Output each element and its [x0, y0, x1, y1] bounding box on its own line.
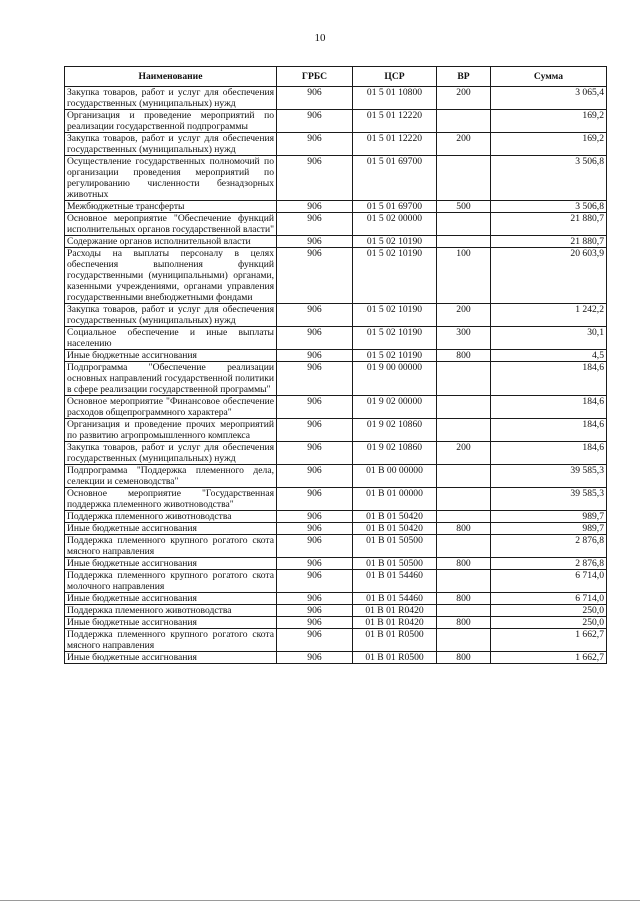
- cell-csr: 01 5 01 12220: [353, 133, 437, 156]
- cell-grbs: 906: [277, 593, 353, 605]
- cell-csr: 01 9 02 00000: [353, 396, 437, 419]
- cell-vr: 200: [437, 304, 491, 327]
- cell-csr: 01 9 02 10860: [353, 419, 437, 442]
- cell-name: Закупка товаров, работ и услуг для обеспечения государственных (муниципальных) нужд: [65, 87, 277, 110]
- cell-csr: 01 5 01 12220: [353, 110, 437, 133]
- cell-csr: 01 9 02 10860: [353, 442, 437, 465]
- cell-vr: 500: [437, 201, 491, 213]
- cell-sum: 6 714,0: [491, 593, 607, 605]
- cell-csr: 01 B 01 50500: [353, 558, 437, 570]
- cell-vr: [437, 629, 491, 652]
- cell-sum: 989,7: [491, 511, 607, 523]
- cell-grbs: 906: [277, 87, 353, 110]
- cell-vr: [437, 535, 491, 558]
- cell-name: Организация и проведение прочих мероприятий по развитию агропромышленного комплекса: [65, 419, 277, 442]
- cell-name: Подпрограмма "Поддержка племенного дела, селекции и семеноводства": [65, 465, 277, 488]
- cell-name: Основное мероприятие "Обеспечение функций исполнительных органов государственной власти": [65, 213, 277, 236]
- table-row: [65, 156, 607, 201]
- cell-vr: [437, 213, 491, 236]
- cell-vr: [437, 396, 491, 419]
- cell-csr: 01 5 01 10800: [353, 87, 437, 110]
- table-row: [65, 213, 607, 236]
- table-header-row: [65, 67, 607, 87]
- table-row: [65, 201, 607, 213]
- cell-vr: [437, 362, 491, 396]
- cell-vr: [437, 110, 491, 133]
- table-row: [65, 248, 607, 304]
- header-grbs: ГРБС: [277, 67, 353, 87]
- cell-sum: 184,6: [491, 362, 607, 396]
- cell-vr: [437, 570, 491, 593]
- cell-vr: 800: [437, 617, 491, 629]
- cell-grbs: 906: [277, 236, 353, 248]
- cell-vr: 200: [437, 87, 491, 110]
- cell-vr: [437, 488, 491, 511]
- header-csr: ЦСР: [353, 67, 437, 87]
- table-row: [65, 652, 607, 664]
- cell-sum: 4,5: [491, 350, 607, 362]
- cell-sum: 21 880,7: [491, 213, 607, 236]
- cell-vr: [437, 156, 491, 201]
- cell-vr: [437, 419, 491, 442]
- cell-name: Межбюджетные трансферты: [65, 201, 277, 213]
- budget-table: [64, 66, 607, 664]
- cell-name: Иные бюджетные ассигнования: [65, 558, 277, 570]
- table-row: [65, 304, 607, 327]
- cell-sum: 39 585,3: [491, 465, 607, 488]
- table-row: [65, 570, 607, 593]
- cell-csr: 01 9 00 00000: [353, 362, 437, 396]
- cell-grbs: 906: [277, 629, 353, 652]
- cell-name: Поддержка племенного животноводства: [65, 605, 277, 617]
- cell-csr: 01 B 01 00000: [353, 488, 437, 511]
- cell-csr: 01 5 02 10190: [353, 350, 437, 362]
- cell-csr: 01 B 01 R0420: [353, 605, 437, 617]
- cell-vr: 800: [437, 523, 491, 535]
- cell-sum: 1 242,2: [491, 304, 607, 327]
- cell-name: Иные бюджетные ассигнования: [65, 617, 277, 629]
- cell-csr: 01 5 01 69700: [353, 201, 437, 213]
- cell-grbs: 906: [277, 652, 353, 664]
- cell-vr: 800: [437, 593, 491, 605]
- table-row: [65, 511, 607, 523]
- table-row: [65, 535, 607, 558]
- cell-vr: [437, 465, 491, 488]
- cell-name: Поддержка племенного крупного рогатого скота молочного направления: [65, 570, 277, 593]
- cell-name: Иные бюджетные ассигнования: [65, 593, 277, 605]
- cell-grbs: 906: [277, 558, 353, 570]
- table-row: [65, 442, 607, 465]
- table-row: [65, 617, 607, 629]
- cell-csr: 01 B 01 R0420: [353, 617, 437, 629]
- cell-csr: 01 5 02 10190: [353, 248, 437, 304]
- cell-csr: 01 5 02 00000: [353, 213, 437, 236]
- cell-vr: [437, 236, 491, 248]
- table-row: [65, 362, 607, 396]
- cell-csr: 01 B 01 R0500: [353, 629, 437, 652]
- cell-vr: [437, 511, 491, 523]
- table-row: [65, 605, 607, 617]
- cell-vr: 800: [437, 652, 491, 664]
- cell-grbs: 906: [277, 535, 353, 558]
- cell-grbs: 906: [277, 304, 353, 327]
- cell-grbs: 906: [277, 488, 353, 511]
- cell-sum: 39 585,3: [491, 488, 607, 511]
- cell-sum: 169,2: [491, 133, 607, 156]
- cell-name: Основное мероприятие "Финансовое обеспечение расходов общепрограммного характера": [65, 396, 277, 419]
- table-row: [65, 327, 607, 350]
- cell-csr: 01 B 01 R0500: [353, 652, 437, 664]
- cell-grbs: 906: [277, 617, 353, 629]
- table-row: [65, 133, 607, 156]
- cell-name: Иные бюджетные ассигнования: [65, 523, 277, 535]
- cell-csr: 01 5 01 69700: [353, 156, 437, 201]
- cell-name: Основное мероприятие "Государственная поддержка племенного животноводства": [65, 488, 277, 511]
- table-row: [65, 350, 607, 362]
- cell-sum: 20 603,9: [491, 248, 607, 304]
- cell-sum: 30,1: [491, 327, 607, 350]
- cell-sum: 184,6: [491, 419, 607, 442]
- cell-name: Подпрограмма "Обеспечение реализации основных направлений государственной политики в сфере реализации государственной программы": [65, 362, 277, 396]
- cell-vr: [437, 605, 491, 617]
- bottom-rule: [0, 900, 640, 901]
- cell-vr: 200: [437, 133, 491, 156]
- cell-name: Иные бюджетные ассигнования: [65, 350, 277, 362]
- cell-name: Расходы на выплаты персоналу в целях обеспечения выполнения функций государственными (муниципальными) органами, казенными учреждениями, органами управления государственными внебюджетными фондами: [65, 248, 277, 304]
- cell-grbs: 906: [277, 605, 353, 617]
- cell-sum: 3 065,4: [491, 87, 607, 110]
- cell-csr: 01 B 01 50420: [353, 523, 437, 535]
- cell-grbs: 906: [277, 350, 353, 362]
- cell-grbs: 906: [277, 419, 353, 442]
- cell-name: Организация и проведение мероприятий по реализации государственной подпрограммы: [65, 110, 277, 133]
- cell-sum: 1 662,7: [491, 652, 607, 664]
- cell-sum: 3 506,8: [491, 201, 607, 213]
- cell-grbs: 906: [277, 133, 353, 156]
- cell-sum: 989,7: [491, 523, 607, 535]
- cell-name: Осуществление государственных полномочий по организации проведения мероприятий по регулированию численности безнадзорных животных: [65, 156, 277, 201]
- table-row: [65, 523, 607, 535]
- header-name: Наименование: [65, 67, 277, 87]
- cell-grbs: 906: [277, 156, 353, 201]
- cell-vr: 300: [437, 327, 491, 350]
- table-row: [65, 396, 607, 419]
- cell-csr: 01 5 02 10190: [353, 236, 437, 248]
- cell-csr: 01 B 00 00000: [353, 465, 437, 488]
- table-row: [65, 110, 607, 133]
- table-row: [65, 488, 607, 511]
- cell-grbs: 906: [277, 465, 353, 488]
- cell-name: Закупка товаров, работ и услуг для обеспечения государственных (муниципальных) нужд: [65, 442, 277, 465]
- cell-grbs: 906: [277, 110, 353, 133]
- table-row: [65, 558, 607, 570]
- cell-sum: 250,0: [491, 605, 607, 617]
- cell-name: Закупка товаров, работ и услуг для обеспечения государственных (муниципальных) нужд: [65, 304, 277, 327]
- cell-csr: 01 B 01 50500: [353, 535, 437, 558]
- table-row: [65, 593, 607, 605]
- cell-name: Содержание органов исполнительной власти: [65, 236, 277, 248]
- page-number: 10: [314, 32, 326, 44]
- cell-sum: 21 880,7: [491, 236, 607, 248]
- table-row: [65, 419, 607, 442]
- table-row: [65, 87, 607, 110]
- cell-grbs: 906: [277, 213, 353, 236]
- cell-grbs: 906: [277, 396, 353, 419]
- cell-name: Социальное обеспечение и иные выплаты населению: [65, 327, 277, 350]
- header-sum: Сумма: [491, 67, 607, 87]
- cell-sum: 1 662,7: [491, 629, 607, 652]
- cell-name: Поддержка племенного животноводства: [65, 511, 277, 523]
- cell-sum: 169,2: [491, 110, 607, 133]
- cell-grbs: 906: [277, 511, 353, 523]
- cell-csr: 01 B 01 50420: [353, 511, 437, 523]
- cell-name: Закупка товаров, работ и услуг для обеспечения государственных (муниципальных) нужд: [65, 133, 277, 156]
- table-row: [65, 236, 607, 248]
- cell-grbs: 906: [277, 248, 353, 304]
- cell-vr: 800: [437, 558, 491, 570]
- cell-sum: 3 506,8: [491, 156, 607, 201]
- cell-csr: 01 B 01 54460: [353, 570, 437, 593]
- cell-grbs: 906: [277, 201, 353, 213]
- cell-sum: 2 876,8: [491, 535, 607, 558]
- cell-name: Иные бюджетные ассигнования: [65, 652, 277, 664]
- cell-grbs: 906: [277, 362, 353, 396]
- table-row: [65, 629, 607, 652]
- cell-grbs: 906: [277, 523, 353, 535]
- header-vr: ВР: [437, 67, 491, 87]
- cell-name: Поддержка племенного крупного рогатого скота мясного направления: [65, 629, 277, 652]
- cell-sum: 184,6: [491, 396, 607, 419]
- cell-sum: 250,0: [491, 617, 607, 629]
- cell-sum: 6 714,0: [491, 570, 607, 593]
- cell-csr: 01 B 01 54460: [353, 593, 437, 605]
- table-row: [65, 465, 607, 488]
- cell-vr: 200: [437, 442, 491, 465]
- cell-grbs: 906: [277, 570, 353, 593]
- cell-grbs: 906: [277, 327, 353, 350]
- cell-sum: 2 876,8: [491, 558, 607, 570]
- cell-vr: 100: [437, 248, 491, 304]
- cell-csr: 01 5 02 10190: [353, 327, 437, 350]
- cell-sum: 184,6: [491, 442, 607, 465]
- cell-vr: 800: [437, 350, 491, 362]
- table-body: [65, 87, 607, 664]
- cell-csr: 01 5 02 10190: [353, 304, 437, 327]
- cell-name: Поддержка племенного крупного рогатого скота мясного направления: [65, 535, 277, 558]
- cell-grbs: 906: [277, 442, 353, 465]
